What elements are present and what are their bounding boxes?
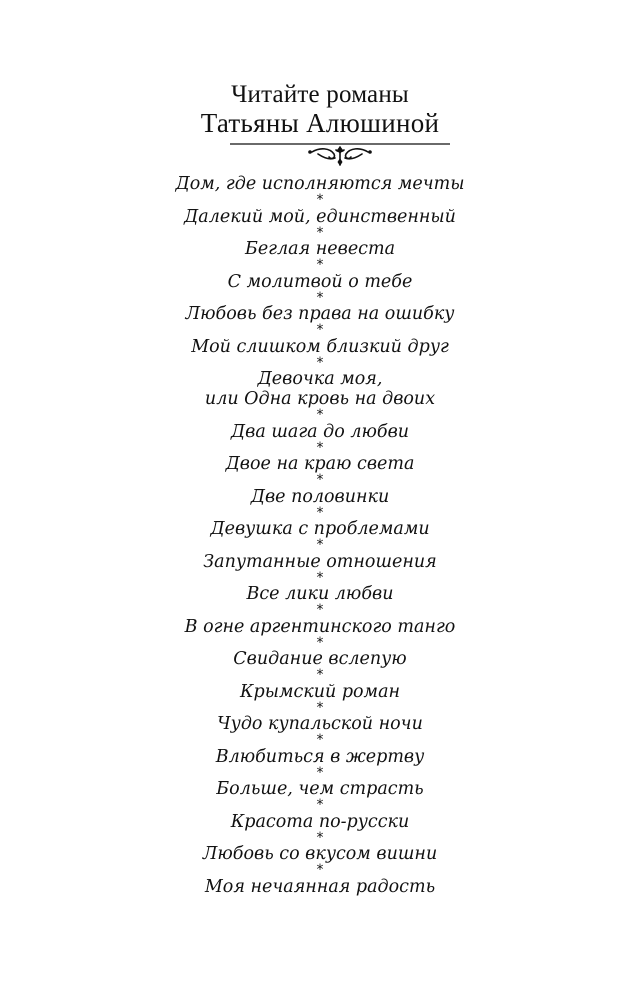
asterisk-separator: * — [316, 354, 324, 371]
asterisk-separator: * — [316, 634, 324, 651]
book-title: Моя нечаянная радость — [204, 876, 436, 897]
asterisk-separator: * — [316, 602, 324, 618]
book-title-item — [0, 207, 640, 240]
book-title-item — [0, 337, 640, 370]
asterisk-separator: * — [316, 569, 324, 586]
book-title-item — [0, 844, 640, 877]
book-title: или Одна кровь на двоих — [204, 389, 436, 409]
asterisk-separator: * — [316, 764, 324, 781]
book-title-item — [0, 617, 640, 650]
asterisk-separator: * — [316, 829, 324, 846]
book-title: Крымский роман — [239, 681, 401, 702]
book-title: Свидание вслепую — [233, 649, 407, 669]
book-title-item — [0, 454, 640, 487]
book-title-item — [0, 714, 640, 747]
asterisk-separator: * — [316, 192, 324, 208]
book-title: Два шага до любви — [230, 421, 410, 442]
book-title: С молитвой о тебе — [227, 271, 413, 292]
book-title-item — [0, 487, 640, 520]
book-title: Дом, где исполняются мечты — [175, 174, 465, 194]
book-title: Девушка с проблемами — [210, 519, 430, 539]
book-title-item — [0, 779, 640, 812]
asterisk-separator: * — [316, 797, 324, 813]
book-title-item — [0, 304, 640, 337]
book-title: Далекий мой, единственный — [184, 206, 456, 227]
asterisk-separator: * — [316, 667, 324, 683]
asterisk-separator: * — [316, 537, 324, 553]
book-title: Запутанные отношения — [203, 551, 437, 572]
asterisk-separator: * — [316, 289, 324, 306]
book-title-item — [0, 272, 640, 305]
book-title-item — [0, 174, 640, 207]
book-title-item — [0, 812, 640, 845]
ornament-divider-icon — [230, 138, 450, 168]
book-title: Красота по-русски — [230, 811, 410, 832]
book-title-item — [0, 422, 640, 455]
book-title-item — [0, 239, 640, 272]
header-author-name: Татьяны Алюшиной — [200, 108, 440, 138]
header-read-novels: Читайте романы — [231, 81, 409, 108]
book-title-item — [0, 584, 640, 617]
book-title: В огне аргентинского танго — [184, 616, 456, 637]
asterisk-separator: * — [316, 504, 324, 521]
book-title-item — [0, 877, 640, 897]
book-title: Чудо купальской ночи — [217, 714, 423, 734]
book-title-list — [0, 174, 640, 897]
asterisk-separator: * — [316, 439, 324, 456]
book-title: Влюбиться в жертву — [215, 746, 425, 767]
book-title: Любовь без права на ошибку — [185, 304, 455, 324]
asterisk-separator: * — [316, 322, 324, 338]
book-title: Двое на краю света — [225, 454, 415, 474]
book-title: Все лики любви — [246, 584, 394, 604]
asterisk-separator: * — [316, 472, 324, 488]
asterisk-separator: * — [316, 732, 324, 748]
page-header — [0, 82, 640, 138]
book-title-item — [0, 369, 640, 422]
asterisk-separator: * — [316, 699, 324, 716]
book-title: Две половинки — [250, 486, 390, 507]
book-title: Девочка моя, — [257, 369, 383, 389]
asterisk-separator: * — [316, 257, 324, 273]
asterisk-separator: * — [316, 407, 324, 423]
book-title: Мой слишком близкий друг — [191, 336, 449, 357]
book-title: Любовь со вкусом вишни — [202, 844, 438, 864]
asterisk-separator: * — [316, 224, 324, 241]
book-title: Беглая невеста — [244, 239, 396, 259]
book-title-item — [0, 649, 640, 682]
book-title-item — [0, 552, 640, 585]
book-title-item — [0, 747, 640, 780]
book-title-item — [0, 682, 640, 715]
book-title-item — [0, 519, 640, 552]
book-title: Больше, чем страсть — [216, 779, 424, 799]
asterisk-separator: * — [316, 862, 324, 878]
